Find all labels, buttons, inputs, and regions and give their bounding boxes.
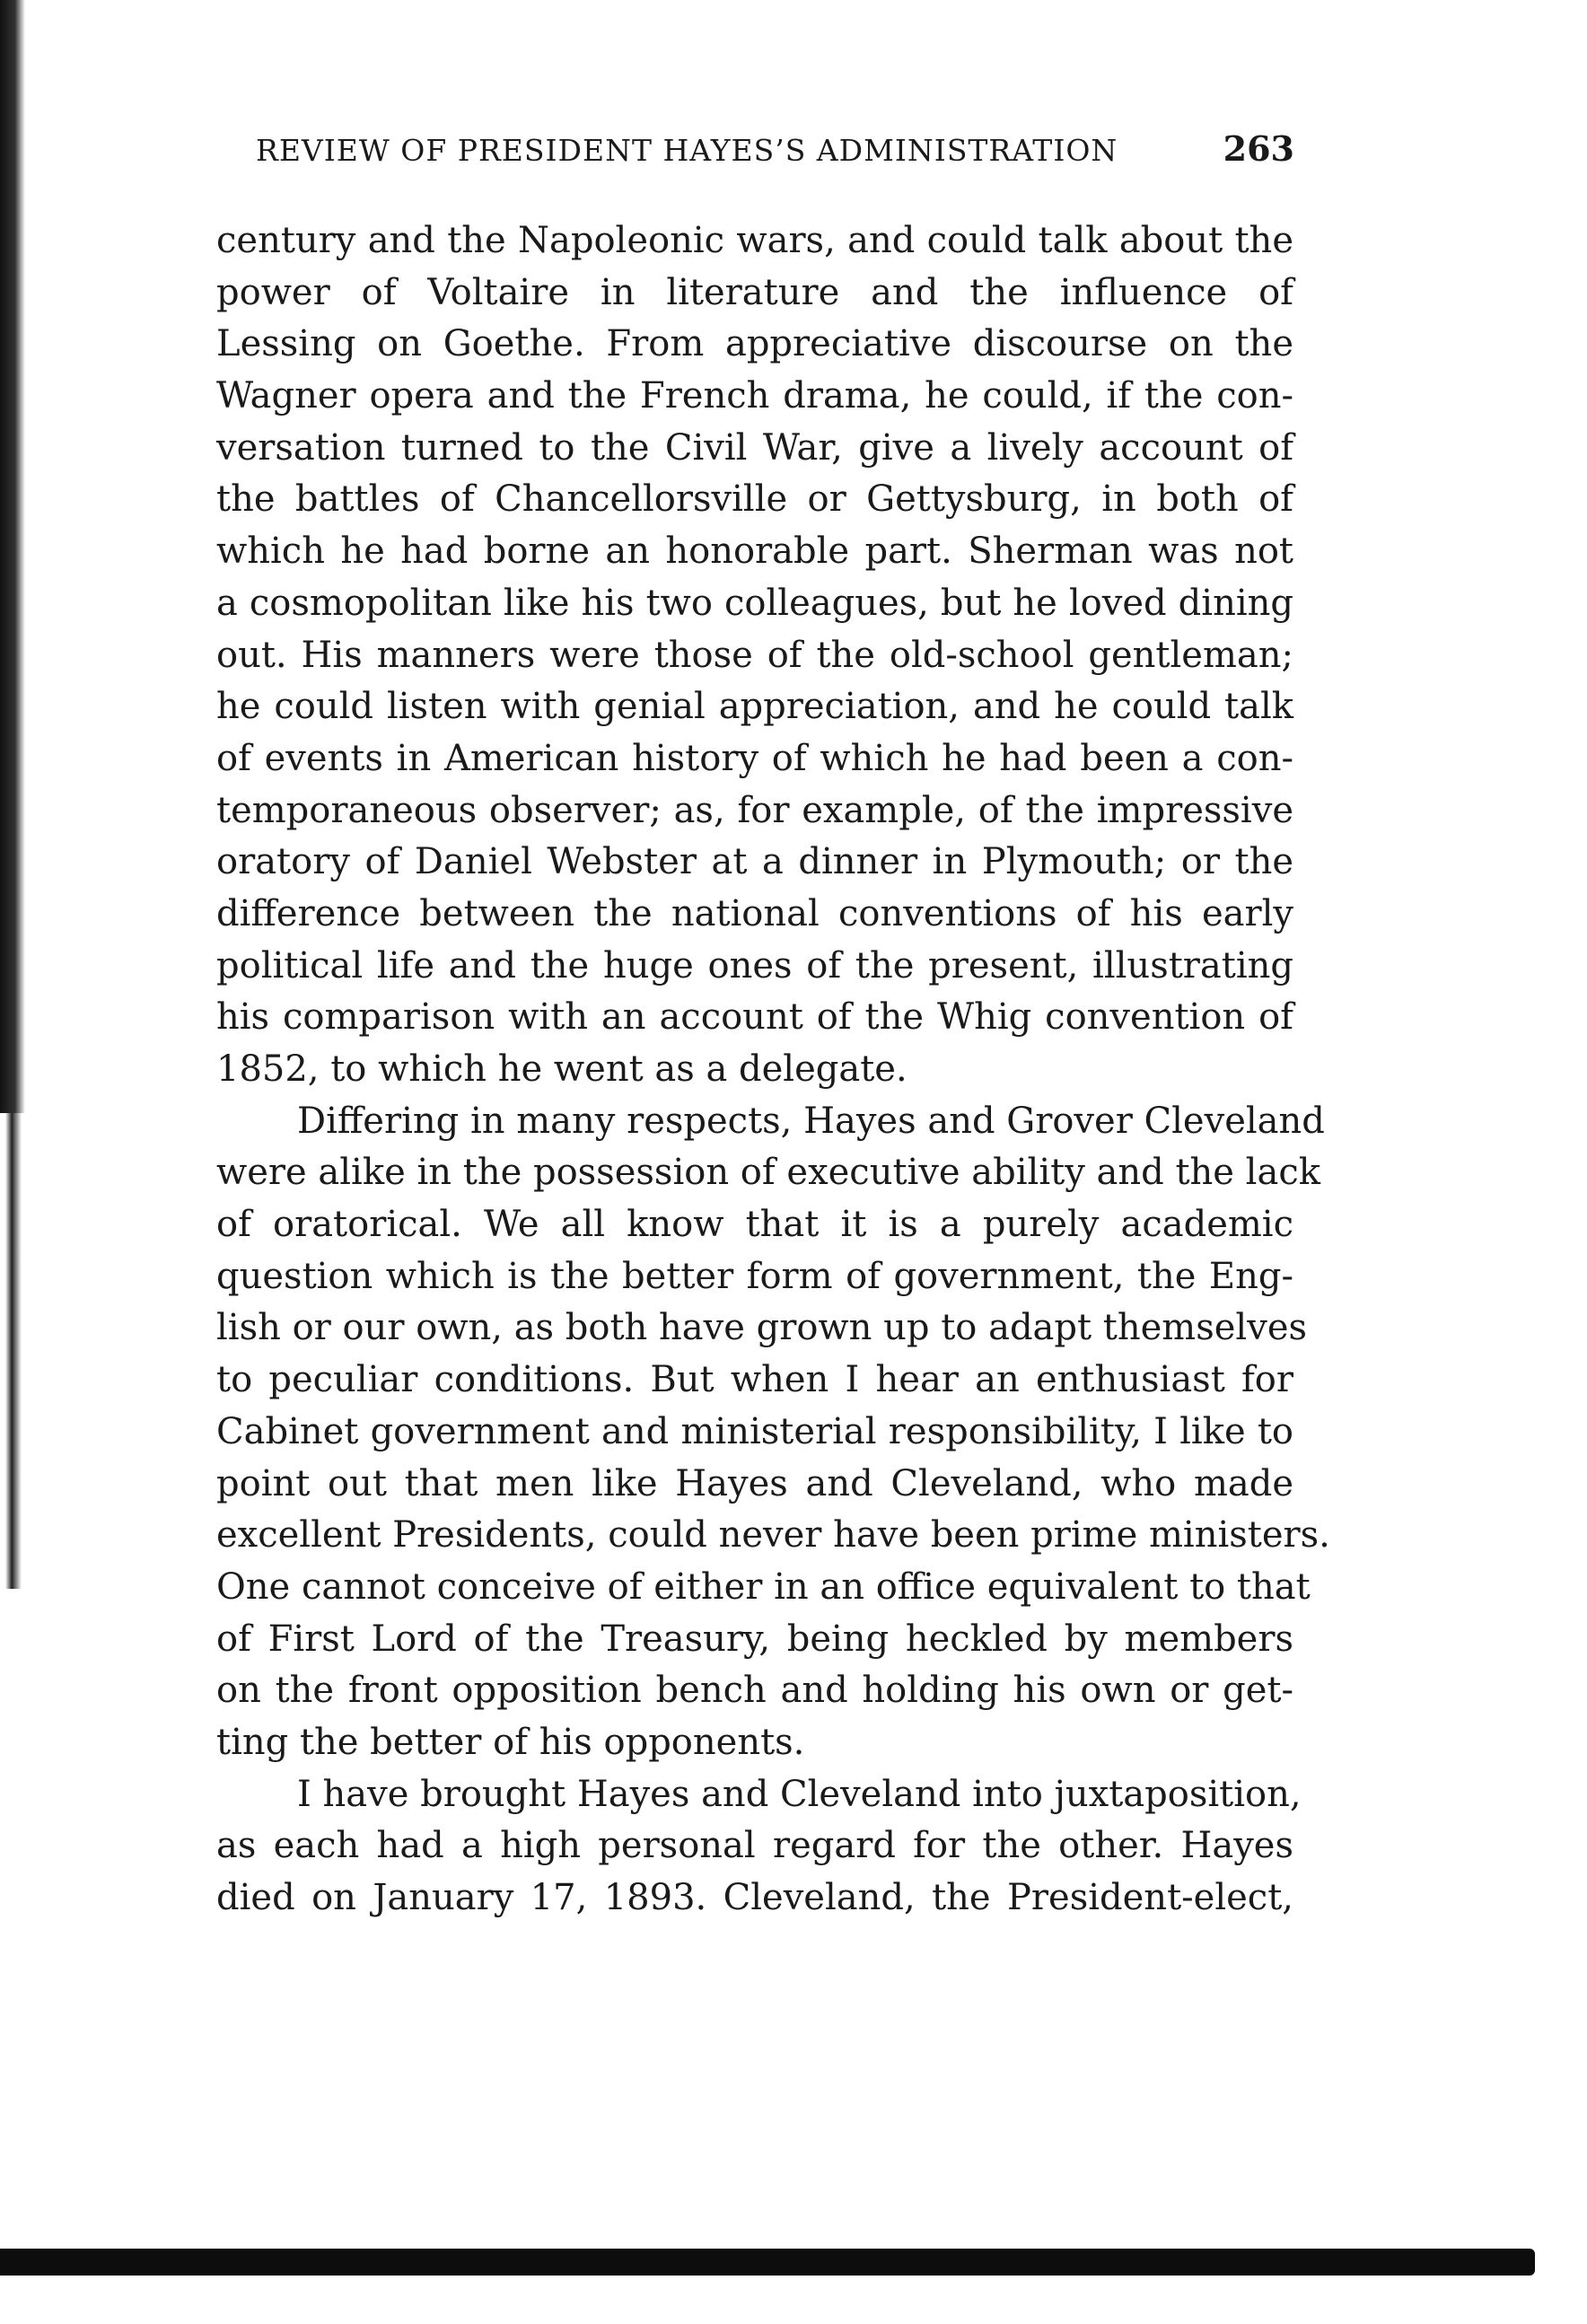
text-line: Wagner opera and the French drama, he could, if the con-: [216, 375, 1293, 417]
text-line: as each had a high personal regard for the other. Hayes: [216, 1825, 1293, 1867]
text-line: lish or our own, as both have grown up to adapt themselves: [216, 1307, 1308, 1349]
text-line: his comparison with an account of the Whig convention of: [216, 996, 1293, 1039]
scan-bottom-edge: [0, 2249, 1535, 2276]
text-line: difference between the national conventions of his early: [216, 892, 1293, 934]
text-line: question which is the better form of government, the Eng-: [216, 1255, 1293, 1297]
text-line: he could listen with genial appreciation, and he could talk: [216, 686, 1293, 728]
scan-binding-shadow: [0, 0, 25, 1113]
text-line: century and the Napoleonic wars, and could talk about the: [216, 220, 1293, 261]
text-line: One cannot conceive of either in an office equivalent to that: [216, 1565, 1311, 1608]
text-line: point out that men like Hayes and Cleveland, who made: [216, 1462, 1293, 1504]
running-title: REVIEW OF PRESIDENT HAYES’S ADMINISTRATION: [256, 133, 1118, 168]
text-line: oratory of Daniel Webster at a dinner in Plymouth; or the: [216, 841, 1293, 883]
text-line: excellent Presidents, could never have been prime ministers.: [216, 1514, 1330, 1557]
text-line: the battles of Chancellorsville or Gettysburg, in both of: [216, 478, 1293, 521]
page-body: [216, 215, 1330, 1925]
text-line: out. His manners were those of the old-school gentleman;: [216, 634, 1293, 676]
text-line: of oratorical. We all know that it is a purely academic: [216, 1204, 1293, 1246]
running-header: [256, 128, 1294, 169]
text-line: ting the better of his opponents.: [216, 1721, 805, 1763]
text-line: power of Voltaire in literature and the influence of: [216, 271, 1293, 313]
text-line: Differing in many respects, Hayes and Grover Cleveland: [297, 1100, 1325, 1142]
text-line: temporaneous observer; as, for example, of the impressive: [216, 789, 1293, 831]
paragraph: [216, 1769, 1302, 1925]
paragraph: [216, 215, 1293, 1096]
text-line: 1852, to which he went as a delegate.: [216, 1048, 907, 1090]
text-line: were alike in the possession of executive ability and the lack: [216, 1152, 1320, 1194]
paragraph: [216, 1096, 1330, 1769]
text-line: versation turned to the Civil War, give a lively account of: [216, 426, 1293, 469]
text-line: I have brought Hayes and Cleveland into juxtaposition,: [297, 1773, 1302, 1815]
text-line: of First Lord of the Treasury, being heckled by members: [216, 1618, 1293, 1660]
text-line: political life and the huge ones of the present, illustrating: [216, 944, 1293, 987]
text-line: to peculiar conditions. But when I hear an enthusiast for: [216, 1359, 1293, 1401]
text-line: a cosmopolitan like his two colleagues, but he loved dining: [216, 582, 1293, 624]
scan-binding-shadow-lower: [5, 1113, 22, 1589]
text-line: on the front opposition bench and holding his own or get-: [216, 1670, 1293, 1712]
text-line: which he had borne an honorable part. Sherman was not: [216, 531, 1293, 573]
text-line: Lessing on Goethe. From appreciative discourse on the: [216, 323, 1293, 365]
text-line: Cabinet government and ministerial responsibility, I like to: [216, 1410, 1293, 1452]
page-number: 263: [1223, 128, 1294, 169]
text-line: died on January 17, 1893. Cleveland, the President-elect,: [216, 1877, 1293, 1918]
text-line: of events in American history of which he had been a con-: [216, 737, 1293, 779]
